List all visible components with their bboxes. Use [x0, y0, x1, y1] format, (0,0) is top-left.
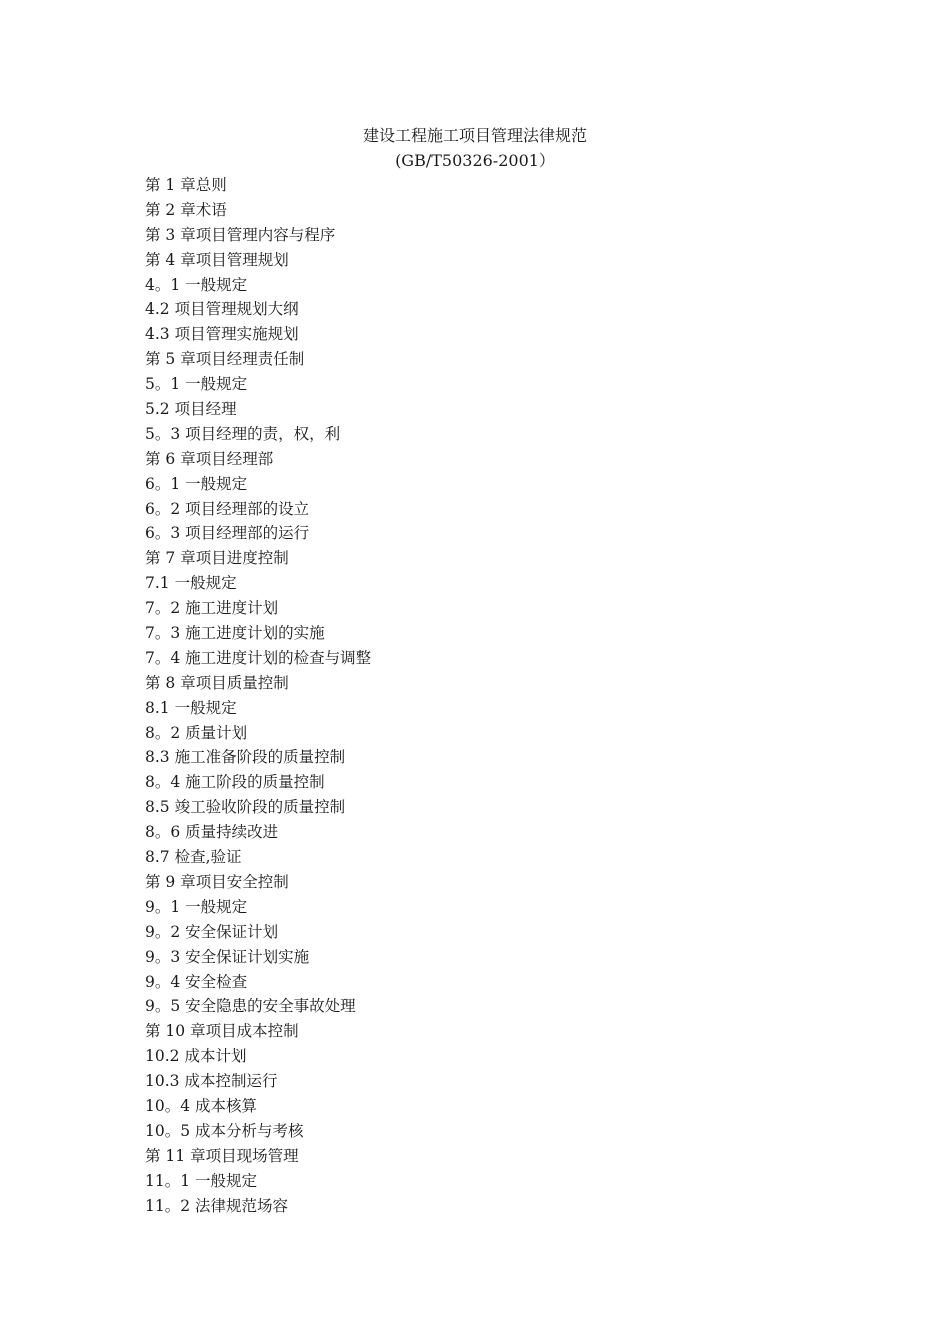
toc-item: 7。2 施工进度计划 [145, 599, 279, 618]
toc-item: 10.3 成本控制运行 [145, 1072, 278, 1091]
toc-item: 10。4 成本核算 [145, 1096, 258, 1115]
toc-item: 11。1 一般规定 [145, 1171, 258, 1190]
toc-item: 8.3 施工准备阶段的质量控制 [145, 748, 346, 767]
toc-item: 8。6 质量持续改进 [145, 823, 279, 842]
toc-item: 8.5 竣工验收阶段的质量控制 [145, 798, 346, 817]
toc-item: 5.2 项目经理 [145, 400, 237, 419]
toc-item: 9。3 安全保证计划实施 [145, 947, 310, 966]
toc-item: 7.1 一般规定 [145, 574, 237, 593]
toc-item: 9。1 一般规定 [145, 897, 248, 916]
toc-item: 第 2 章术语 [145, 200, 227, 219]
toc-item: 第 7 章项目进度控制 [145, 549, 289, 568]
document-title: 建设工程施工项目管理法律规范 [362, 126, 587, 145]
toc-item: 6。1 一般规定 [145, 474, 248, 493]
toc-item: 6。2 项目经理部的设立 [145, 499, 310, 518]
toc-item: 第 3 章项目管理内容与程序 [145, 225, 336, 244]
toc-item: 第 4 章项目管理规划 [145, 250, 289, 269]
toc-item: 8。2 质量计划 [145, 723, 248, 742]
toc-item: 第 8 章项目质量控制 [145, 673, 289, 692]
table-of-contents [145, 173, 845, 1218]
toc-item: 9。4 安全检查 [145, 972, 248, 991]
toc-item: 10。5 成本分析与考核 [145, 1121, 304, 1140]
toc-item: 7。4 施工进度计划的检查与调整 [145, 648, 372, 667]
toc-item: 10.2 成本计划 [145, 1047, 247, 1066]
document-standard-code: (GB/T50326-2001） [395, 151, 555, 170]
toc-item: 第 6 章项目经理部 [145, 449, 274, 468]
toc-item: 5。1 一般规定 [145, 375, 248, 394]
toc-item: 11。2 法律规范场容 [145, 1196, 289, 1215]
toc-item: 4。1 一般规定 [145, 275, 248, 294]
title-block [0, 123, 950, 173]
toc-item: 5。3 项目经理的责，权，利 [145, 424, 341, 443]
toc-item: 第 1 章总则 [145, 176, 227, 194]
toc-item: 第 9 章项目安全控制 [145, 872, 289, 891]
toc-item: 8。4 施工阶段的质量控制 [145, 773, 325, 792]
toc-item: 9。2 安全保证计划 [145, 922, 279, 941]
toc-item: 8.7 检查,验证 [145, 848, 242, 867]
toc-item: 6。3 项目经理部的运行 [145, 524, 310, 543]
toc-item: 4.2 项目管理规划大纲 [145, 300, 299, 319]
toc-item: 第 10 章项目成本控制 [145, 1022, 299, 1041]
toc-item: 9。5 安全隐患的安全事故处理 [145, 997, 356, 1016]
toc-item: 第 5 章项目经理责任制 [145, 350, 305, 369]
toc-item: 第 11 章项目现场管理 [145, 1146, 299, 1165]
toc-item: 8.1 一般规定 [145, 698, 237, 717]
toc-item: 4.3 项目管理实施规划 [145, 325, 299, 344]
toc-item: 7。3 施工进度计划的实施 [145, 624, 325, 643]
